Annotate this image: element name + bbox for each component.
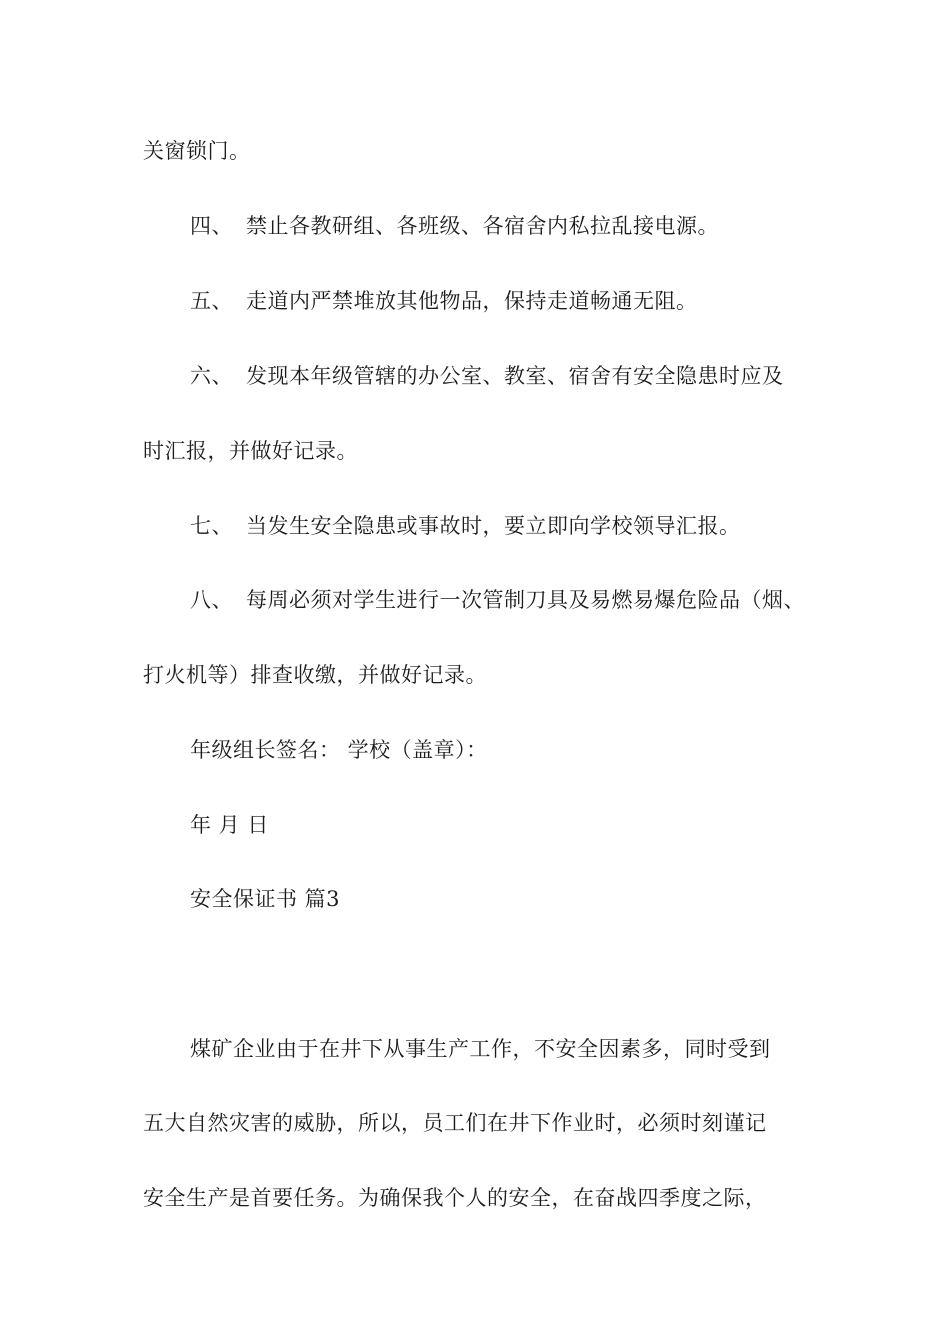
item-text: 发现本年级管辖的办公室、教室、宿舍有安全隐患时应及 bbox=[246, 364, 784, 388]
item-number: 六、 bbox=[190, 364, 233, 388]
date-line bbox=[190, 812, 269, 838]
signature-line bbox=[190, 737, 488, 763]
paragraph-line bbox=[143, 1110, 767, 1136]
item-text: 走道内严禁堆放其他物品，保持走道畅通无阻。 bbox=[246, 289, 698, 313]
line-text: 安全生产是首要任务。为确保我个人的安全，在奋战四季度之际， bbox=[143, 1186, 767, 1210]
item-number: 五、 bbox=[190, 289, 233, 313]
paragraph-line bbox=[143, 1185, 767, 1211]
line-text: 打火机等）排查收缴，并做好记录。 bbox=[143, 663, 487, 687]
item-number: 七、 bbox=[190, 514, 233, 538]
line-text: 时汇报，并做好记录。 bbox=[143, 439, 358, 463]
text-line bbox=[143, 662, 487, 688]
paragraph-line bbox=[190, 1036, 771, 1062]
line-text: 安全保证书 篇3 bbox=[190, 887, 341, 911]
item-number: 四、 bbox=[190, 214, 233, 238]
line-text: 年级组长签名： 学校（盖章）： bbox=[190, 738, 488, 762]
list-item bbox=[190, 513, 741, 539]
line-text: 关窗锁门。 bbox=[143, 139, 251, 163]
line-text: 年 月 日 bbox=[190, 813, 269, 837]
item-text: 当发生安全隐患或事故时，要立即向学校领导汇报。 bbox=[246, 514, 741, 538]
section-heading bbox=[190, 886, 340, 912]
text-line bbox=[143, 438, 358, 464]
item-text: 禁止各教研组、各班级、各宿舍内私拉乱接电源。 bbox=[246, 214, 719, 238]
text-line bbox=[143, 138, 251, 164]
list-item bbox=[190, 213, 719, 239]
item-number: 八、 bbox=[190, 588, 233, 612]
item-text: 每周必须对学生进行一次管制刀具及易燃易爆危险品（烟、 bbox=[246, 588, 805, 612]
line-text: 煤矿企业由于在井下从事生产工作，不安全因素多，同时受到 bbox=[190, 1037, 771, 1061]
list-item bbox=[190, 363, 784, 389]
list-item bbox=[190, 587, 805, 613]
list-item bbox=[190, 288, 698, 314]
line-text: 五大自然灾害的威胁，所以，员工们在井下作业时，必须时刻谨记 bbox=[143, 1111, 767, 1135]
